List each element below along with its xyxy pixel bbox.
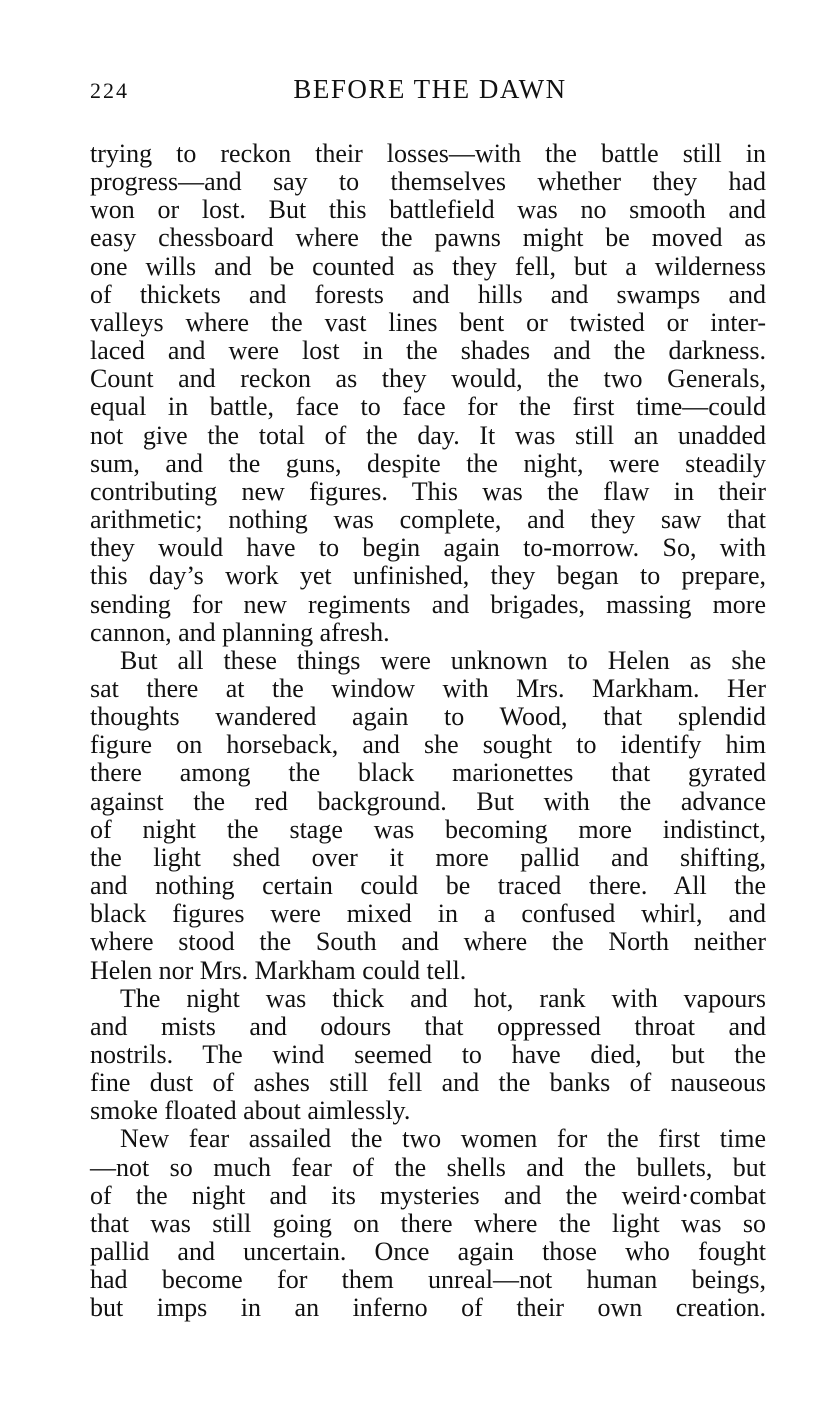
text-line: where stood the South and where the North neither: [90, 927, 766, 957]
text-line: fine dust of ashes still fell and the banks of nauseous: [90, 1068, 766, 1098]
text-line: black figures were mixed in a confused whirl, and: [90, 899, 766, 929]
text-line: contributing new figures. This was the flaw in their: [90, 476, 766, 506]
text-line: and nothing certain could be traced there. All the: [90, 871, 766, 901]
text-line: sum, and the guns, despite the night, were steadily: [90, 448, 766, 478]
text-line: had become for them unreal—not human beings,: [90, 1265, 766, 1295]
text-line: Count and reckon as they would, the two Generals,: [90, 364, 766, 394]
body-text: [90, 140, 766, 1323]
text-line: —not so much fear of the shells and the bullets, but: [90, 1152, 766, 1182]
paragraph: [90, 647, 766, 985]
text-line: trying to reckon their losses—with the battle still in: [90, 139, 766, 168]
text-line: one wills and be counted as they fell, but a wilderness: [90, 251, 766, 281]
text-line: New fear assailed the two women for the first time: [120, 1124, 766, 1154]
text-line: of thickets and forests and hills and swamps and: [90, 279, 766, 309]
text-line: not give the total of the day. It was still an unadded: [90, 420, 766, 450]
text-line: figure on horseback, and she sought to identify him: [90, 730, 766, 760]
text-line: pallid and uncertain. Once again those who fought: [90, 1237, 766, 1267]
text-line: of the night and its mysteries and the weird·combat: [90, 1180, 766, 1210]
text-line: against the red background. But with the advance: [90, 786, 766, 816]
text-line: sending for new regiments and brigades, massing more: [90, 589, 766, 619]
text-line: won or lost. But this battlefield was no smooth and: [90, 195, 766, 225]
text-line: that was still going on there where the light was so: [90, 1208, 766, 1238]
text-line: sat there at the window with Mrs. Markham. Her: [90, 673, 766, 703]
paragraph: [90, 985, 766, 1126]
text-line: the light shed over it more pallid and shifting,: [90, 842, 766, 872]
text-line: The night was thick and hot, rank with vapours: [120, 983, 766, 1013]
paragraph: [90, 1125, 766, 1322]
text-line: nostrils. The wind seemed to have died, but the: [90, 1040, 766, 1069]
text-line: smoke floated about aimlessly.: [90, 1096, 411, 1126]
text-line: and mists and odours that oppressed throat and: [90, 1011, 766, 1041]
text-line: there among the black marionettes that gyrated: [90, 758, 766, 788]
text-line: progress—and say to themselves whether they had: [90, 167, 766, 197]
text-line: but imps in an inferno of their own creation.: [90, 1293, 766, 1323]
text-line: this day’s work yet unfinished, they began to prepare,: [90, 561, 766, 591]
text-line: valleys where the vast lines bent or twisted or inter-: [90, 307, 766, 337]
text-line: cannon, and planning afresh.: [90, 617, 390, 647]
text-line: But all these things were unknown to Helen as she: [120, 645, 766, 675]
page-number: 224: [90, 78, 129, 103]
text-line: Helen nor Mrs. Markham could tell.: [90, 955, 467, 985]
text-line: easy chessboard where the pawns might be moved as: [90, 223, 766, 253]
text-line: arithmetic; nothing was complete, and they saw that: [90, 505, 766, 535]
text-line: they would have to begin again to-morrow. So, with: [90, 533, 766, 563]
running-title: BEFORE THE DAWN: [293, 74, 567, 104]
text-line: of night the stage was becoming more indistinct,: [90, 814, 766, 844]
text-line: equal in battle, face to face for the first time—could: [90, 392, 766, 422]
text-line: thoughts wandered again to Wood, that splendid: [90, 702, 766, 732]
text-line: laced and were lost in the shades and the darkness.: [90, 336, 766, 366]
paragraph: [90, 140, 766, 647]
